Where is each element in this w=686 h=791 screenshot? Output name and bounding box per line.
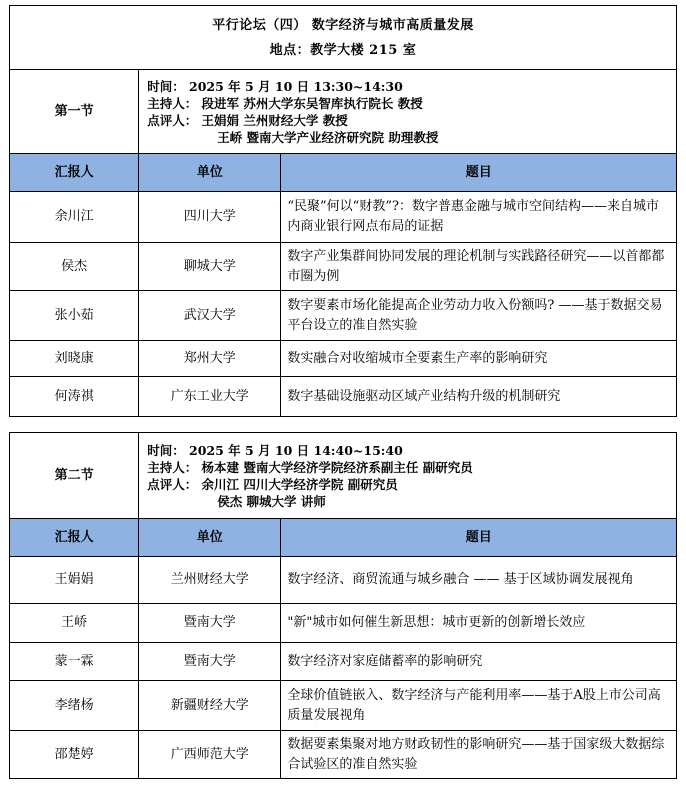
presentation-topic: 数据要素集聚对地方财政韧性的影响研究——基于国家级大数据综合试验区的准自然实验 — [281, 731, 677, 779]
column-header-topic: 题目 — [281, 519, 677, 557]
table-header-row — [10, 519, 677, 557]
presenter-name: 王峤 — [10, 604, 139, 643]
presenter-name: 刘晓康 — [10, 341, 139, 377]
presentation-topic: 数字基础设施驱动区域产业结构升级的机制研究 — [281, 377, 677, 417]
presenter-unit: 武汉大学 — [139, 291, 281, 341]
section-reviewer: 侯杰 聊城大学 讲师 — [217, 493, 326, 509]
presenter-name: 侯杰 — [10, 243, 139, 291]
table-header-row — [10, 154, 677, 192]
section-time: 时间： 2025 年 5 月 10 日 13:30~14:30 — [147, 78, 403, 94]
section-info — [139, 70, 677, 154]
presentation-topic: 全球价值链嵌入、数字经济与产能利用率——基于A股上市公司高质量发展视角 — [281, 681, 677, 731]
table-row — [10, 643, 677, 681]
presentation-topic: 数字经济对家庭储蓄率的影响研究 — [281, 643, 677, 681]
presentation-topic: 数实融合对收缩城市全要素生产率的影响研究 — [281, 341, 677, 377]
presenter-name: 王娟娟 — [10, 557, 139, 604]
column-header-presenter: 汇报人 — [10, 519, 139, 557]
table-row — [10, 604, 677, 643]
section-reviewer: 点评人： 王娟娟 兰州财经大学 教授 — [147, 112, 348, 128]
presenter-unit: 兰州财经大学 — [139, 557, 281, 604]
table-row — [10, 731, 677, 779]
forum-location: 地点：教学大楼 215 室 — [269, 42, 417, 58]
table-row — [10, 377, 677, 417]
section-info — [139, 433, 677, 519]
presenter-unit: 暨南大学 — [139, 643, 281, 681]
presenter-unit: 新疆财经大学 — [139, 681, 281, 731]
section-2-table — [9, 432, 677, 779]
presenter-unit: 广东工业大学 — [139, 377, 281, 417]
presenter-unit: 郑州大学 — [139, 341, 281, 377]
presentation-topic: 数字经济、商贸流通与城乡融合 —— 基于区域协调发展视角 — [281, 557, 677, 604]
presentation-topic: "新"城市如何催生新思想：城市更新的创新增长效应 — [281, 604, 677, 643]
section-label: 第二节 — [10, 433, 139, 519]
presentation-topic: 数字要素市场化能提高企业劳动力收入份额吗? ——基于数据交易平台设立的准自然实验 — [281, 291, 677, 341]
table-row — [10, 681, 677, 731]
presenter-name: 邵楚婷 — [10, 731, 139, 779]
presenter-name: 余川江 — [10, 192, 139, 243]
presenter-name: 何涛祺 — [10, 377, 139, 417]
table-row — [10, 291, 677, 341]
presenter-name: 蒙一霖 — [10, 643, 139, 681]
column-header-unit: 单位 — [139, 154, 281, 192]
forum-title: 平行论坛（四） 数字经济与城市高质量发展 — [212, 17, 474, 33]
section-1-table — [9, 5, 677, 417]
forum-header — [10, 6, 677, 70]
table-row — [10, 557, 677, 604]
column-header-topic: 题目 — [281, 154, 677, 192]
column-header-presenter: 汇报人 — [10, 154, 139, 192]
presenter-unit: 广西师范大学 — [139, 731, 281, 779]
column-header-unit: 单位 — [139, 519, 281, 557]
presenter-name: 李绪杨 — [10, 681, 139, 731]
table-row — [10, 243, 677, 291]
presenter-unit: 暨南大学 — [139, 604, 281, 643]
section-host: 主持人： 段进军 苏州大学东吴智库执行院长 教授 — [147, 95, 423, 111]
section-reviewer: 点评人： 余川江 四川大学经济学院 副研究员 — [147, 476, 398, 492]
table-row — [10, 192, 677, 243]
presenter-unit: 四川大学 — [139, 192, 281, 243]
presentation-topic: 数字产业集群间协同发展的理论机制与实践路径研究——以首都都市圈为例 — [281, 243, 677, 291]
section-host: 主持人： 杨本建 暨南大学经济学院经济系副主任 副研究员 — [147, 459, 473, 475]
presenter-unit: 聊城大学 — [139, 243, 281, 291]
presentation-topic: “民聚”何以“财教”?：数字普惠金融与城市空间结构——来自城市内商业银行网点布局的证据 — [281, 192, 677, 243]
section-time: 时间： 2025 年 5 月 10 日 14:40~15:40 — [147, 442, 403, 458]
section-label: 第一节 — [10, 70, 139, 154]
presenter-name: 张小茹 — [10, 291, 139, 341]
table-row — [10, 341, 677, 377]
section-reviewer: 王峤 暨南大学产业经济研究院 助理教授 — [217, 129, 439, 145]
